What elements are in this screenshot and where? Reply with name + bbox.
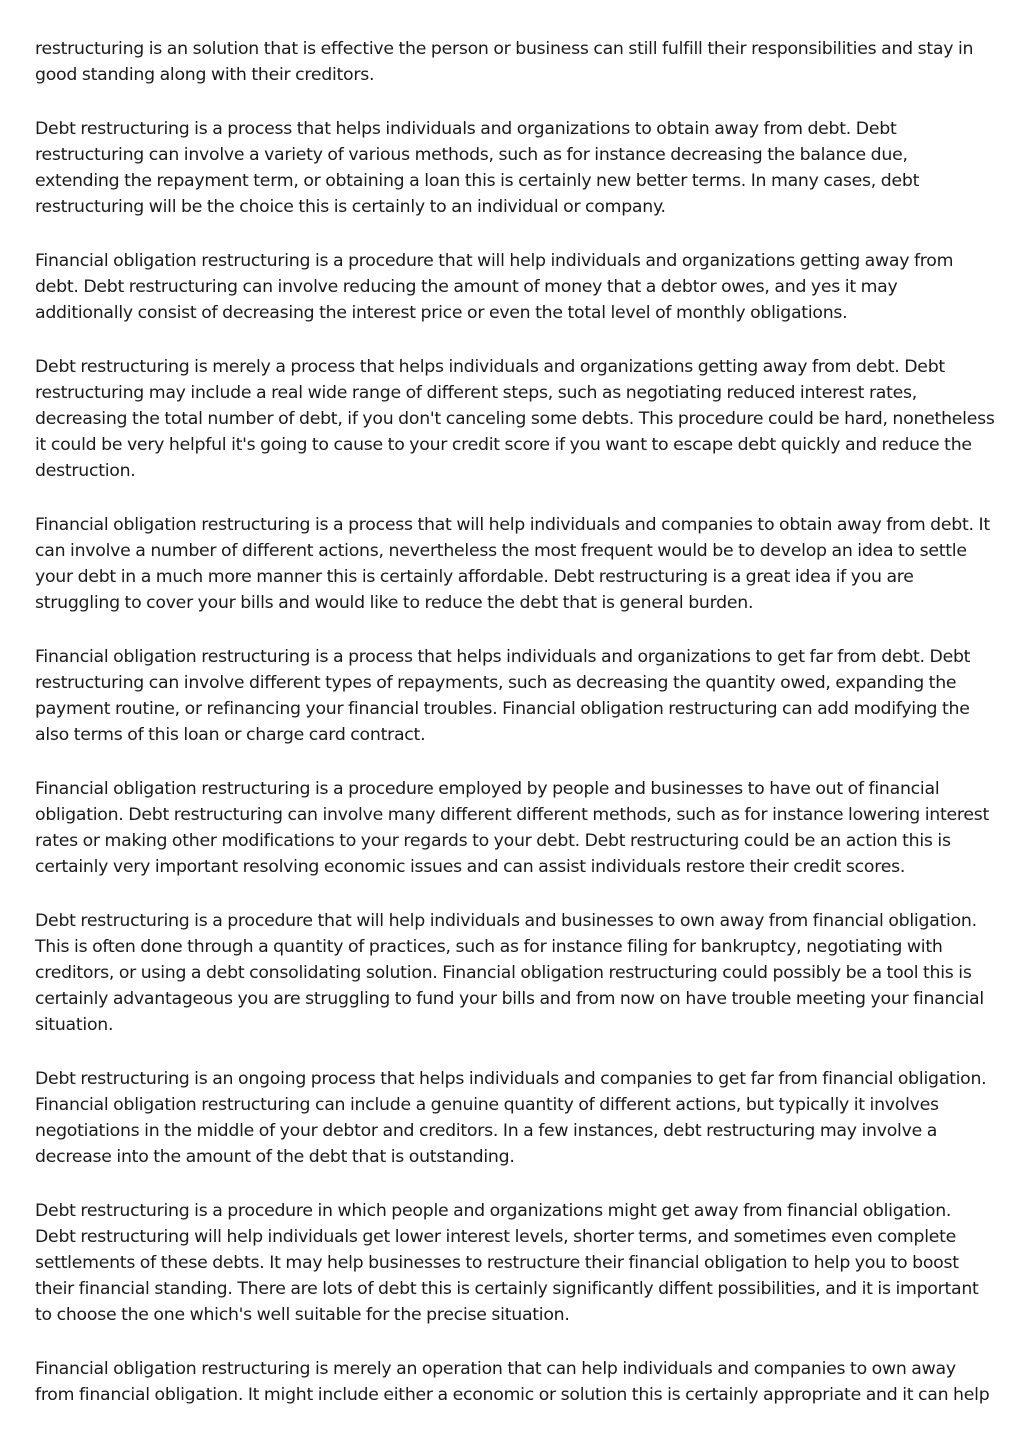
paragraph-10: Debt restructuring is a procedure in which people and organizations might get away from financial obligation. Debt restructuring will help individuals get lower interest levels, shorter terms, and sometimes even complete settlements of these debts. It may help businesses to restructure their financial obligation to help you to boost their financial standing. There are lots of debt this is certainly significantly diffent possibilities, and it is important to choose the one which's well suitable for the precise situation.: [35, 1201, 979, 1325]
paragraph-2: Debt restructuring is a process that helps individuals and organizations to obtain away from debt. Debt restructuring can involve a variety of various methods, such as for instance decreasing the balance due, extending the repayment term, or obtaining a loan this is certainly new better terms. In many cases, debt restructuring will be the choice this is certainly to an individual or company.: [35, 119, 920, 217]
paragraph-1: restructuring is an solution that is effective the person or business can still fulfill their responsibilities and stay in good standing along with their creditors.: [35, 39, 974, 85]
paragraph-6: Financial obligation restructuring is a process that helps individuals and organizations to get far from debt. Debt restructuring can involve different types of repayments, such as decreasing the quantity owed, expanding the payment routine, or refinancing your financial troubles. Financial obligation restructuring can add modifying the also terms of this loan or charge card contract.: [35, 647, 971, 745]
paragraph-9: Debt restructuring is an ongoing process that helps individuals and companies to get far from financial obligation. Financial obligation restructuring can include a genuine quantity of different actions, but typically it involves negotiations in the middle of your debtor and creditors. In a few instances, debt restructuring may involve a decrease into the amount of the debt that is outstanding.: [35, 1069, 987, 1167]
paragraph-11: Financial obligation restructuring is merely an operation that can help individuals and companies to own away from financial obligation. It might include either a economic or solution this is certainly appropriate and it can help: [35, 1359, 990, 1405]
document-body: [35, 36, 995, 1436]
paragraph-8: Debt restructuring is a procedure that will help individuals and businesses to own away from financial obligation. This is often done through a quantity of practices, such as for instance filing for bankruptcy, negotiating with creditors, or using a debt consolidating solution. Financial obligation restructuring could possibly be a tool this is certainly advantageous you are struggling to fund your bills and from now on have trouble meeting your financial situation.: [35, 911, 984, 1035]
paragraph-7: Financial obligation restructuring is a procedure employed by people and businesses to have out of financial obligation. Debt restructuring can involve many different different methods, such as for instance lowering interest rates or making other modifications to your regards to your debt. Debt restructuring could be an action this is certainly very important resolving economic issues and can assist individuals restore their credit scores.: [35, 779, 990, 877]
paragraph-3: Financial obligation restructuring is a procedure that will help individuals and organizations getting away from debt. Debt restructuring can involve reducing the amount of money that a debtor owes, and yes it may additionally consist of decreasing the interest price or even the total level of monthly obligations.: [35, 251, 954, 323]
paragraph-5: Financial obligation restructuring is a process that will help individuals and companies to obtain away from debt. It can involve a number of different actions, nevertheless the most frequent would be to develop an idea to settle your debt in a much more manner this is certainly affordable. Debt restructuring is a great idea if you are struggling to cover your bills and would like to reduce the debt that is general burden.: [35, 515, 990, 613]
paragraph-4: Debt restructuring is merely a process that helps individuals and organizations getting away from debt. Debt restructuring may include a real wide range of different steps, such as negotiating reduced interest rates, decreasing the total number of debt, if you don't canceling some debts. This procedure could be hard, nonetheless it could be very helpful it's going to cause to your credit score if you want to escape debt quickly and reduce the destruction.: [35, 357, 995, 481]
